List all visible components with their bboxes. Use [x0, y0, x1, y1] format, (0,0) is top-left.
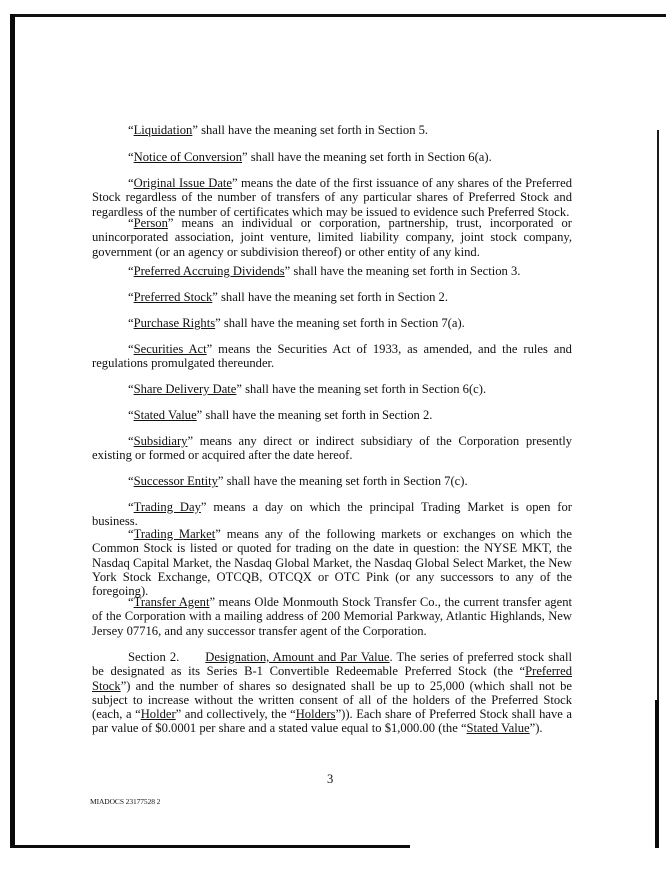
- definition-text: shall have the meaning set forth in Section 7(a).: [220, 316, 465, 330]
- open-quote: “: [128, 290, 134, 304]
- close-quote: ”: [215, 527, 221, 541]
- defined-term: Subsidiary: [133, 434, 188, 448]
- open-quote: “: [128, 316, 134, 330]
- definition-text: means any of the following markets or exchanges on which the Common Stock is listed or quoted for trading on the date in question: the NYSE MKT, the Nasdaq Capital Market, the Nasdaq Global Market, the Nasdaq Global Select Market, the New York Stock Exchange, OTCQB, OTCQX or OTC Pink (or any successors to any of the foregoing).: [92, 527, 572, 599]
- defined-term: Securities Act: [133, 342, 207, 356]
- close-quote: ”: [209, 595, 216, 609]
- definition-text: shall have the meaning set forth in Section 3.: [290, 264, 521, 278]
- definition-liquidation: [92, 123, 572, 137]
- open-quote: “: [128, 176, 134, 190]
- defined-term: Stated Value: [133, 408, 197, 422]
- definition-trading-market: [92, 527, 572, 598]
- defined-term: Original Issue Date: [133, 176, 233, 190]
- scan-border-left: [10, 14, 15, 848]
- definition-text: shall have the meaning set forth in Section 5.: [197, 123, 429, 137]
- definition-stated-value: [92, 408, 572, 422]
- open-quote: “: [128, 434, 134, 448]
- definition-text: means Olde Monmouth Stock Transfer Co., the current transfer agent of the Corporation with a mailing address of 200 Memorial Parkway, Atlantic Highlands, New Jersey 07716, and any successor transfer agent of the Corporation.: [92, 595, 572, 638]
- defined-term: Holder: [140, 707, 176, 722]
- close-quote: ”: [167, 216, 174, 230]
- open-quote: “: [128, 474, 134, 488]
- open-quote: “: [128, 123, 134, 137]
- page-number: 3: [327, 772, 334, 786]
- defined-term: Share Delivery Date: [133, 382, 237, 396]
- section-heading: Designation, Amount and Par Value: [205, 650, 390, 664]
- close-quote: ”: [242, 150, 248, 164]
- open-quote: “: [128, 527, 134, 541]
- definition-successor-entity: [92, 474, 572, 488]
- defined-term: Transfer Agent: [133, 595, 210, 609]
- definition-trading-day: [92, 500, 572, 529]
- definition-text: shall have the meaning set forth in Section 6(a).: [247, 150, 492, 164]
- defined-term: Preferred Stock: [133, 290, 213, 304]
- definition-text: shall have the meaning set forth in Section 7(c).: [223, 474, 468, 488]
- definition-preferred-accruing-dividends: [92, 264, 572, 278]
- definition-text: shall have the meaning set forth in Section 6(c).: [242, 382, 487, 396]
- section-number: Section 2.: [128, 650, 180, 664]
- definition-text: means a day on which the principal Trading Market is open for business.: [92, 500, 572, 529]
- definition-purchase-rights: [92, 316, 572, 330]
- defined-term: Notice of Conversion: [133, 150, 243, 164]
- definition-person: [92, 216, 572, 259]
- section-2-paragraph: [92, 650, 572, 736]
- open-quote: “: [128, 408, 134, 422]
- definition-text: means any direct or indirect subsidiary of the Corporation presently existing or formed or acquired after the date hereof.: [92, 434, 572, 463]
- definition-text: shall have the meaning set forth in Section 2.: [202, 408, 433, 422]
- defined-term: Holders: [295, 707, 336, 722]
- close-quote: ”: [212, 290, 218, 304]
- definition-text: shall have the meaning set forth in Section 2.: [217, 290, 449, 304]
- open-quote: “: [128, 264, 134, 278]
- close-quote: ”: [187, 434, 194, 448]
- section-text: ”)). Each share of Preferred Stock shall have a par value of $0.0001 per share and a stated value equal to $1,000.00 (the “: [92, 707, 572, 736]
- close-quote: ”: [215, 316, 221, 330]
- defined-term: Successor Entity: [133, 474, 218, 488]
- definition-text: means the Securities Act of 1933, as amended, and the rules and regulations promulgated thereunder.: [92, 342, 572, 371]
- section-text: ”) and the number of shares so designated shall be up to 25,000 (which shall not be subject to increase without the written consent of all of the holders of the Preferred Stock (each, a “: [92, 678, 572, 722]
- close-quote: ”: [284, 264, 291, 278]
- defined-term: Person: [133, 216, 168, 230]
- close-quote: ”: [206, 342, 213, 356]
- document-id: MIADOCS 23177528 2: [90, 797, 161, 806]
- defined-term: Trading Market: [133, 527, 216, 541]
- open-quote: “: [128, 500, 134, 514]
- definition-transfer-agent: [92, 595, 572, 638]
- close-quote: ”: [217, 474, 224, 488]
- defined-term: Preferred Stock: [92, 664, 572, 693]
- definition-subsidiary: [92, 434, 572, 463]
- definition-text: means the date of the first issuance of any shares of the Preferred Stock regardless of the number of transfers of any particular shares of Preferred Stock and regardless of the number of certificates which may be issued to evidence such Preferred Stock.: [92, 176, 572, 219]
- definition-text: means an individual or corporation, partnership, trust, incorporated or unincorporated association, joint venture, limited liability company, joint stock company, government (or an agency or subdivision thereof) or other entity of any kind.: [92, 216, 572, 259]
- defined-term: Stated Value: [466, 721, 530, 736]
- open-quote: “: [128, 150, 134, 164]
- defined-term: Preferred Accruing Dividends: [133, 264, 285, 278]
- scan-border-right-lower: [655, 700, 659, 848]
- open-quote: “: [128, 342, 134, 356]
- close-quote: ”: [232, 176, 238, 190]
- open-quote: “: [128, 595, 134, 609]
- definition-original-issue-date: [92, 176, 572, 219]
- close-quote: ”: [200, 500, 207, 514]
- scan-border-bottom: [10, 845, 410, 848]
- close-quote: ”: [196, 408, 203, 422]
- definition-preferred-stock: [92, 290, 572, 304]
- defined-term: Purchase Rights: [133, 316, 216, 330]
- section-text: ”).: [529, 721, 543, 736]
- definition-notice-of-conversion: [92, 150, 572, 164]
- definition-share-delivery-date: [92, 382, 572, 396]
- open-quote: “: [128, 382, 134, 396]
- defined-term: Trading Day: [133, 500, 201, 514]
- section-text: ” and collectively, the “: [175, 707, 296, 722]
- close-quote: ”: [236, 382, 242, 396]
- scan-border-top: [11, 14, 666, 17]
- open-quote: “: [128, 216, 134, 230]
- defined-term: Liquidation: [133, 123, 193, 137]
- close-quote: ”: [192, 123, 198, 137]
- section-text: . The series of preferred stock shall be designated as its Series B-1 Convertible Redeemable Preferred Stock (the “: [92, 650, 572, 679]
- definition-securities-act: [92, 342, 572, 371]
